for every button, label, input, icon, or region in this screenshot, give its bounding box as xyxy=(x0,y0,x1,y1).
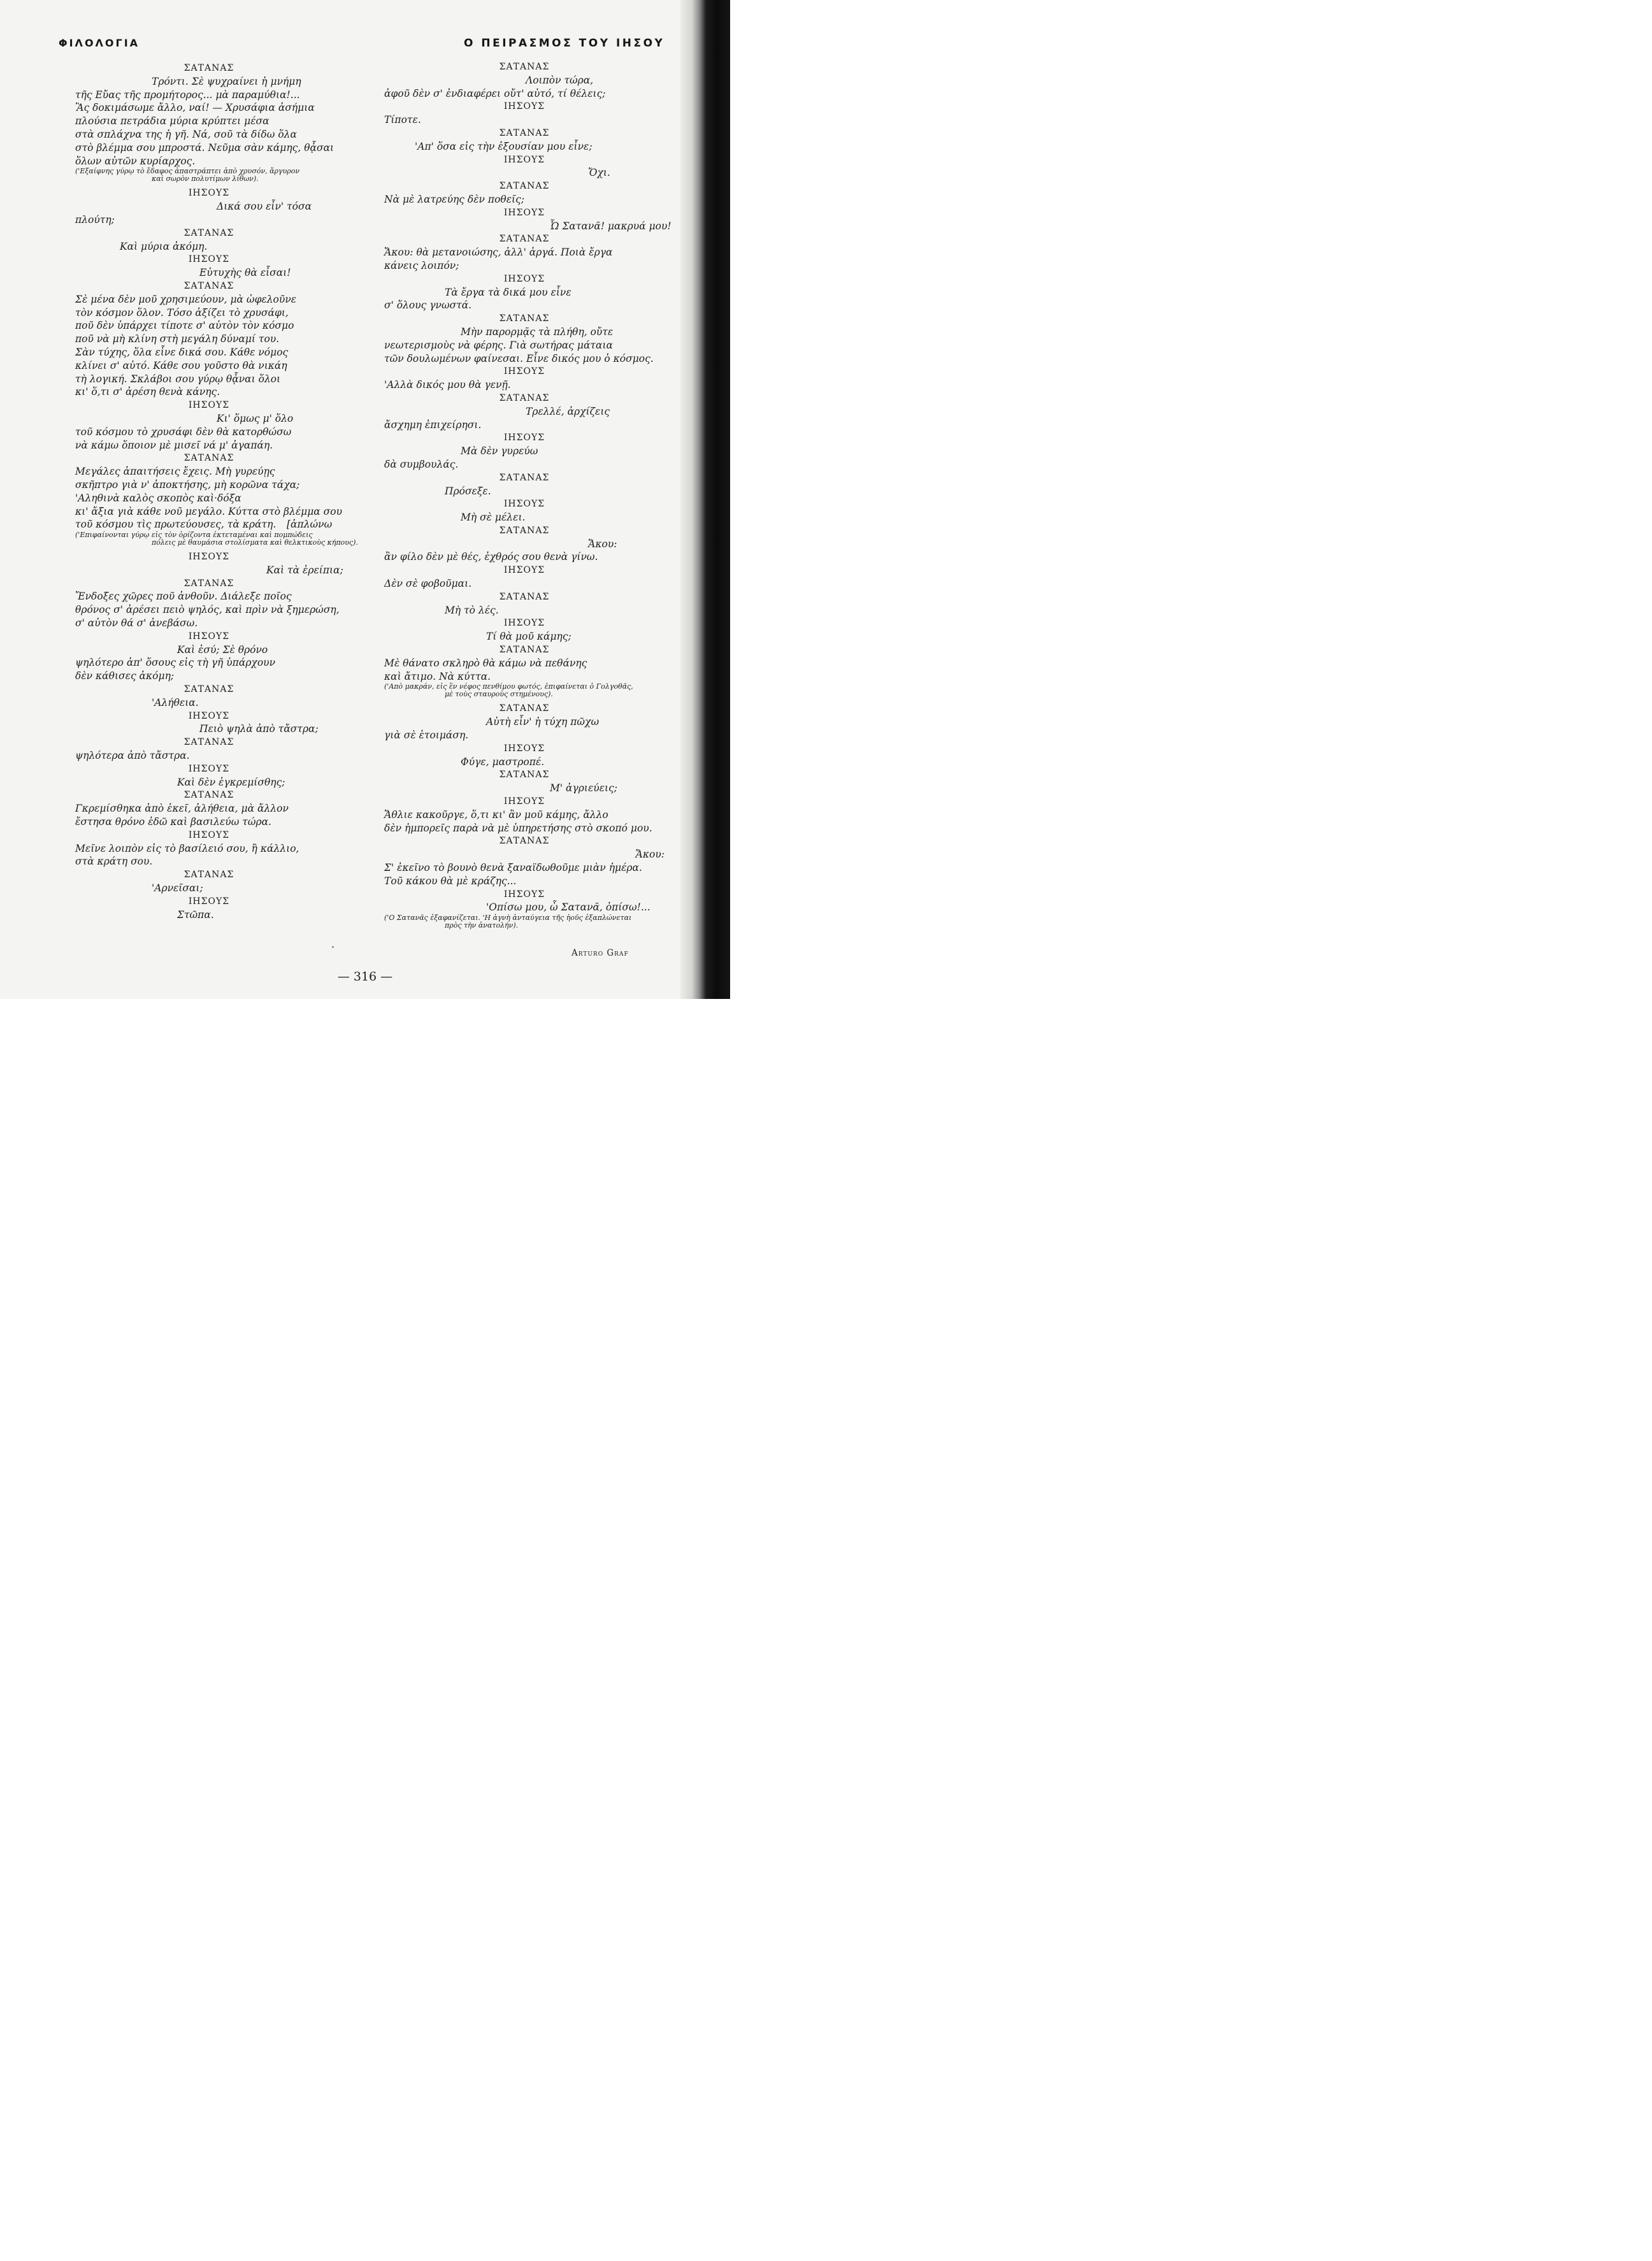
speaker-name: ΙΗΣΟΥΣ xyxy=(188,254,230,265)
scanned-page xyxy=(0,0,730,999)
verse-line: τοῦ κόσμου τὸ χρυσάφι δὲν θὰ κατορθώσω xyxy=(75,426,292,438)
speaker-name: ΣΑΤΑΝΑΣ xyxy=(499,472,550,483)
verse-line: Τὰ ἔργα τὰ δικά μου εἶνε xyxy=(445,286,571,298)
speaker-name: ΣΑΤΑΝΑΣ xyxy=(183,63,234,73)
verse-line: Αὐτὴ εἶν' ἡ τύχη πῶχω xyxy=(486,716,600,728)
verse-line: 'Αληθινὰ καλὸς σκοπὸς καὶ·δόξα xyxy=(75,492,241,504)
author-signature: Arturo Graf xyxy=(571,948,629,958)
speaker-name: ΣΑΤΑΝΑΣ xyxy=(499,62,550,72)
verse-line: ἄσχημη ἐπιχείρησι. xyxy=(384,419,482,431)
verse-line: Ὦ Σατανᾶ! μακρυά μου! xyxy=(550,220,672,232)
speaker-name: ΣΑΤΑΝΑΣ xyxy=(183,870,234,880)
verse-line: τῶν δουλωμένων φαίνεσαι. Εἶνε δικός μου ὁ κόσμος. xyxy=(384,352,654,364)
verse-line: Μὰ δὲν γυρεύω xyxy=(461,445,538,457)
verse-line: σ' ὅλους γνωστά. xyxy=(384,299,472,312)
speaker-name: ΣΑΤΑΝΑΣ xyxy=(499,181,550,192)
speaker-name: ΣΑΤΑΝΑΣ xyxy=(499,645,550,656)
verse-line: Ἔνδοξες χῶρες ποῦ ἀνθοῦν. Διάλεξε ποῖος xyxy=(75,591,292,603)
verse-carryover: [ἁπλώνω xyxy=(287,519,333,531)
verse-line: δὰ συμβουλάς. xyxy=(384,458,459,470)
verse-line: ποῦ δὲν ὑπάρχει τίποτε σ' αὐτὸν τὸν κόσμο xyxy=(75,320,294,332)
speaker-name: ΙΗΣΟΥΣ xyxy=(503,743,545,754)
verse-line: Ἄθλιε κακοῦργε, ὅ,τι κι' ἂν μοῦ κάμης, ἄλλο xyxy=(384,808,608,821)
book-binding-shadow xyxy=(680,0,730,999)
verse-line: δὲν κάθισες ἀκόμη; xyxy=(75,670,175,682)
verse-line: ψηλότερο ἀπ' ὅσους εἰς τὴ γῆ ὑπάρχουν xyxy=(75,657,276,669)
verse-line: Μ' ἀγριεύεις; xyxy=(550,782,618,794)
verse-line: Ἂς δοκιμάσωμε ἄλλο, ναί! — Χρυσάφια ἀσήμια xyxy=(75,102,315,114)
verse-line: Πειὸ ψηλὰ ἀπὸ τἄστρα; xyxy=(199,723,319,735)
verse-line: ἂν φίλο δὲν μὲ θές, ἐχθρός σου θενὰ γίνω. xyxy=(384,551,598,563)
speaker-name: ΙΗΣΟΥΣ xyxy=(503,366,545,377)
speaker-name: ΣΑΤΑΝΑΣ xyxy=(499,591,550,602)
verse-line: ἔστησα θρόνο ἐδῶ καὶ βασιλεύω τώρα. xyxy=(75,816,271,828)
verse-line: 'Αλλὰ δικός μου θὰ γενῇ. xyxy=(384,379,511,391)
stage-direction: πόλεις μὲ θαυμάσια στολίσματα καὶ θελκτικοὺς κήπους). xyxy=(152,538,358,547)
verse-line: Γκρεμίσθηκα ἀπὸ ἐκεῖ, ἀλήθεια, μὰ ἄλλον xyxy=(75,803,289,815)
verse-line: στὰ κράτη σου. xyxy=(75,856,153,868)
verse-line: Τρόντι. Σὲ ψυχραίνει ἡ μνήμη xyxy=(152,75,301,87)
speaker-name: ΙΗΣΟΥΣ xyxy=(503,154,545,165)
speaker-name: ΣΑΤΑΝΑΣ xyxy=(499,770,550,780)
speaker-name: ΣΑΤΑΝΑΣ xyxy=(499,703,550,714)
stage-direction: καὶ σωρὸν πολυτίμων λίθων). xyxy=(152,175,259,183)
verse-line: Νὰ μὲ λατρεύης δὲν ποθεῖς; xyxy=(384,193,525,205)
verse-line: Εὐτυχὴς θὰ εἶσαι! xyxy=(199,267,291,279)
verse-line: καὶ ἄτιμο. Νὰ κύττα. xyxy=(384,670,491,682)
verse-line: Καὶ δὲν ἐγκρεμίσθης; xyxy=(177,776,285,788)
verse-line: ὅλων αὐτῶν κυρίαρχος. xyxy=(75,155,196,167)
speaker-name: ΙΗΣΟΥΣ xyxy=(503,101,545,112)
verse-line: Μεῖνε λοιπὸν εἰς τὸ βασίλειό σου, ἢ κάλλιο, xyxy=(75,842,299,854)
speaker-name: ΣΑΤΑΝΑΣ xyxy=(183,227,234,238)
verse-line: Πρόσεξε. xyxy=(445,485,491,497)
stage-direction: ('Εξαίφνης γύρῳ τὸ ἔδαφος ἀπαστράπτει ἀπὸ χρυσόν, ἄργυρον xyxy=(75,167,300,176)
verse-line: 'Οπίσω μου, ὦ Σατανᾶ, ὀπίσω!... xyxy=(486,901,650,914)
speaker-name: ΙΗΣΟΥΣ xyxy=(188,710,230,721)
verse-line: κι' ὅ,τι σ' ἀρέση θενὰ κάνης. xyxy=(75,386,220,398)
verse-line: πλούσια πετράδια μύρια κρύπτει μέσα xyxy=(75,115,269,127)
verse-line: Τοῦ κάκου θὰ μὲ κράζης... xyxy=(384,875,517,887)
speaker-name: ΣΑΤΑΝΑΣ xyxy=(183,737,234,748)
verse-line: κι' ἄξια γιὰ κάθε νοῦ μεγάλο. Κύττα στὸ βλέμμα σου xyxy=(75,505,343,517)
speaker-name: ΙΗΣΟΥΣ xyxy=(188,829,230,840)
left-column xyxy=(75,62,358,921)
verse-line: Ἄκου: xyxy=(635,849,664,861)
verse-line: Σὰν τύχης, ὅλα εἶνε δικά σου. Κάθε νόμος xyxy=(75,346,289,358)
speaker-name: ΙΗΣΟΥΣ xyxy=(188,631,230,642)
verse-line: Τίποτε. xyxy=(384,114,421,126)
stage-direction: ('Απὸ μακράν, εἰς ἓν νέφος πενθίμου φωτός, ἐπιφαίνεται ὁ Γολγοθᾶς, xyxy=(384,682,633,691)
stage-direction: πρὸς τὴν ἀνατολήν). xyxy=(445,921,519,930)
verse-line: ποῦ νὰ μὴ κλίνη στὴ μεγάλη δύναμί του. xyxy=(75,333,280,345)
verse-line: Λοιπὸν τώρα, xyxy=(526,74,594,86)
stage-direction: ('Επιφαίνονται γύρῳ εἰς τὸν ὁρίζοντα ἐκτεταμέναι καὶ πομπώδεις xyxy=(75,531,313,540)
verse-line: τὴ λογική. Σκλάβοι σου γύρῳ θᾆναι ὅλοι xyxy=(75,373,281,385)
verse-line: τοῦ κόσμου τὶς πρωτεύουσες, τὰ κράτη. xyxy=(75,519,277,531)
speaker-name: ΣΑΤΑΝΑΣ xyxy=(499,836,550,847)
speaker-name: ΙΗΣΟΥΣ xyxy=(503,499,545,510)
verse-line: Τρελλέ, ἀρχίζεις xyxy=(526,405,610,417)
verse-line: στὸ βλέμμα σου μπροστά. Νεῦμα σὰν κάμης, θᾆσαι xyxy=(75,141,334,154)
speaker-name: ΙΗΣΟΥΣ xyxy=(188,188,230,199)
verse-line: νεωτερισμοὺς νὰ φέρης. Γιὰ σωτήρας μάταια xyxy=(384,339,614,351)
verse-line: θρόνος σ' ἀρέσει πειὸ ψηλός, καὶ πρὶν νὰ ξημερώση, xyxy=(75,604,340,616)
speaker-name: ΣΑΤΑΝΑΣ xyxy=(499,313,550,324)
speaker-name: ΙΗΣΟΥΣ xyxy=(503,433,545,443)
speaker-name: ΙΗΣΟΥΣ xyxy=(503,889,545,900)
speaker-name: ΣΑΤΑΝΑΣ xyxy=(499,234,550,245)
speaker-name: ΣΑΤΑΝΑΣ xyxy=(499,127,550,138)
right-column xyxy=(384,61,672,930)
verse-line: Ἄκου: θὰ μετανοιώσης, ἀλλ' ἀργά. Ποιὰ ἔργα xyxy=(384,247,613,259)
verse-line: κάνεις λοιπόν; xyxy=(384,259,459,271)
verse-line: στὰ σπλάχνα της ἡ γῆ. Νά, σοῦ τὰ δίδω ὅλα xyxy=(75,128,297,140)
verse-line: σ' αὐτὸν θά σ' ἀνεβάσω. xyxy=(75,617,198,629)
verse-line: τῆς Εὔας τῆς προμήτορος... μὰ παραμύθια!... xyxy=(75,89,300,101)
verse-line: Σὲ μένα δὲν μοῦ χρησιμεύουν, μὰ ὠφελοῦνε xyxy=(75,293,297,305)
verse-line: Μὴ τὸ λές. xyxy=(445,604,499,616)
speaker-name: ΣΑΤΑΝΑΣ xyxy=(183,578,234,589)
speaker-name: ΙΗΣΟΥΣ xyxy=(188,896,230,907)
verse-line-with-note xyxy=(75,518,343,531)
running-header-section: ΦΙΛΟΛΟΓΙΑ xyxy=(59,37,140,49)
speaker-name: ΣΑΤΑΝΑΣ xyxy=(499,525,550,536)
verse-line: Μεγάλες ἀπαιτήσεις ἔχεις. Μὴ γυρεύῃς xyxy=(75,466,275,478)
verse-line: Καὶ μύρια ἀκόμη. xyxy=(120,240,208,252)
page-number: — 316 — xyxy=(337,970,393,984)
speaker-name: ΙΗΣΟΥΣ xyxy=(503,618,545,629)
verse-line: ἀφοῦ δὲν σ' ἐνδιαφέρει οὔτ' αὐτό, τί θέλεις; xyxy=(384,87,606,99)
speaker-name: ΣΑΤΑΝΑΣ xyxy=(183,790,234,801)
verse-line: Στῶπα. xyxy=(177,908,214,921)
verse-line: πλούτη; xyxy=(75,213,115,226)
verse-line: ψηλότερα ἀπὸ τἄστρα. xyxy=(75,750,190,762)
speaker-name: ΣΑΤΑΝΑΣ xyxy=(183,280,234,291)
verse-line: δὲν ἠμπορεῖς παρὰ νὰ μὲ ὑπηρετήσης στὸ σκοπό μου. xyxy=(384,822,652,834)
speaker-name: ΣΑΤΑΝΑΣ xyxy=(183,453,234,464)
speaker-name: ΙΗΣΟΥΣ xyxy=(503,565,545,576)
verse-line: Κι' ὅμως μ' ὅλο xyxy=(217,412,294,424)
verse-line: γιὰ σὲ ἑτοιμάση. xyxy=(384,729,469,742)
verse-line: Καὶ τὰ ἐρείπια; xyxy=(266,564,343,576)
verse-line: Καὶ ἐσύ; Σὲ θρόνο xyxy=(177,643,268,656)
verse-line: 'Απ' ὅσα εἰς τὴν ἐξουσίαν μου εἶνε; xyxy=(415,140,593,152)
verse-line: νὰ κάμω ὅποιον μὲ μισεῖ νά μ' ἀγαπάη. xyxy=(75,439,273,451)
speaker-name: ΙΗΣΟΥΣ xyxy=(188,763,230,774)
running-header-title: Ο ΠΕΙΡΑΣΜΟΣ ΤΟΥ ΙΗΣΟΥ xyxy=(464,37,665,50)
speaker-name: ΙΗΣΟΥΣ xyxy=(503,796,545,807)
verse-line: Ὄχι. xyxy=(588,167,610,179)
verse-line: Ἄκου: xyxy=(588,538,617,550)
verse-line: κλίνει σ' αὐτό. Κάθε σου γοῦστο θὰ νικάη xyxy=(75,359,287,371)
speaker-name: ΙΗΣΟΥΣ xyxy=(188,552,230,563)
verse-line: Τί θὰ μοῦ κάμης; xyxy=(486,631,571,643)
stage-direction: μὲ τοὺς σταυροὺς στημένους). xyxy=(445,690,553,699)
verse-line: 'Αρνεῖσαι; xyxy=(152,882,203,894)
verse-line: Μὴ σὲ μέλει. xyxy=(461,512,526,524)
verse-line: Δὲν σὲ φοβοῦμαι. xyxy=(384,578,472,590)
speaker-name: ΙΗΣΟΥΣ xyxy=(503,273,545,284)
speaker-name: ΙΗΣΟΥΣ xyxy=(188,400,230,411)
verse-line: Σ' ἐκεῖνο τὸ βουνὸ θενὰ ξαναϊδωθοῦμε μιὰν ἡμέρα. xyxy=(384,862,642,874)
stage-direction: ('Ο Σατανᾶς ἐξαφανίζεται. 'Η ἁγνὴ ἀνταύγεια τῆς ἠοῦς ἐξαπλώνεται xyxy=(384,914,632,922)
verse-line: Μὲ θάνατο σκληρὸ θὰ κάμω νὰ πεθάνης xyxy=(384,657,587,669)
verse-line: τὸν κόσμον ὅλον. Τόσο ἀξίζει τὸ χρυσάφι, xyxy=(75,306,289,319)
speaker-name: ΙΗΣΟΥΣ xyxy=(503,207,545,218)
speaker-name: ΣΑΤΑΝΑΣ xyxy=(499,392,550,403)
print-speck xyxy=(332,946,334,948)
verse-line: Μὴν παρορμᾷς τὰ πλήθη, οὔτε xyxy=(461,326,614,338)
verse-line: Φύγε, μαστροπέ. xyxy=(461,756,545,768)
speaker-name: ΣΑΤΑΝΑΣ xyxy=(183,684,234,695)
verse-line: σκῆπτρο γιὰ ν' ἀποκτήσης, μὴ κορῶνα τάχα; xyxy=(75,478,300,491)
verse-line: 'Αλήθεια. xyxy=(152,696,199,708)
verse-line: Δικά σου εἶν' τόσα xyxy=(217,201,312,213)
